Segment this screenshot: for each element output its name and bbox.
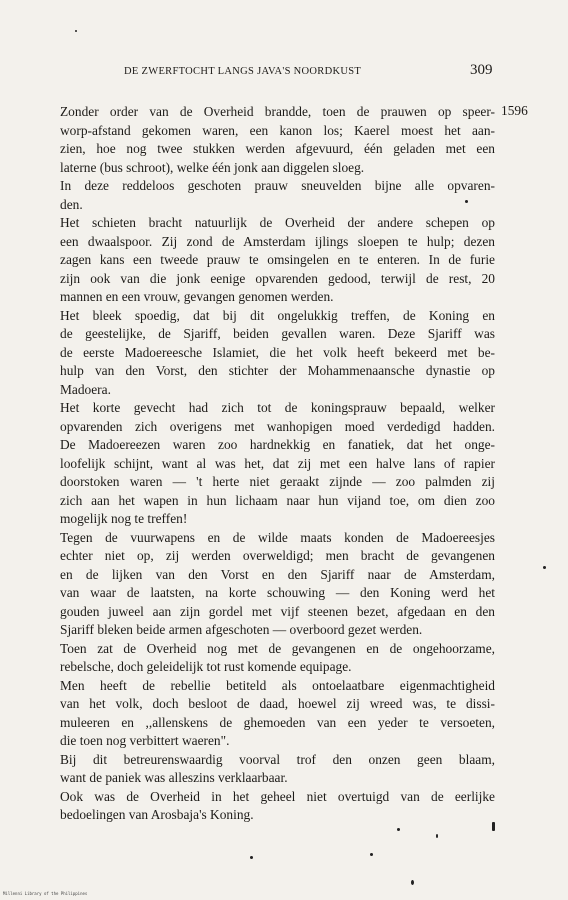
text-line: Men heeft de rebellie betiteld als ontoelaatbare eigenmachtigheid (60, 677, 495, 693)
body-text (60, 103, 495, 825)
text-line: de geestelijke, de Sjariff, beiden gevallen waren. Deze Sjariff was (60, 326, 495, 341)
text-line: echter niet op, zij werden overweldigd; men bracht de gevangenen (60, 548, 495, 563)
scan-speck (75, 30, 77, 32)
text-line: want de paniek was alleszins verklaarbaar. (60, 770, 288, 785)
running-title: DE ZWERFTOCHT LANGS JAVA'S NOORDKUST (124, 66, 362, 77)
text-line: Madoera. (60, 381, 111, 397)
text-line: Sjariff bleken beide armen afgeschoten — overboord gezet werden. (60, 622, 423, 637)
text-line: In deze reddeloos geschoten prauw sneuvelden bijne alle opvaren- (60, 178, 495, 193)
text-line: Zonder order van de Overheid brandde, toen de prauwen op speer- (60, 104, 495, 119)
paragraph (60, 214, 495, 307)
text-line: Bij dit betreurenswaardig voorval trof den onzen geen blaam, (60, 751, 495, 767)
text-line: mannen en een vrouw, gevangen genomen werden. (60, 289, 334, 304)
scan-speck (250, 856, 253, 859)
text-line: Toen zat de Overheid nog met de gevangenen en de ongehoorzame, (60, 640, 495, 656)
text-line: zien, hoe nog twee stukken werden afgevuurd, één geladen met een (60, 141, 495, 156)
paragraph (60, 529, 495, 640)
scan-speck (436, 834, 438, 838)
scan-speck (370, 853, 373, 856)
text-line: laterne (bus schroot), welke één jonk aan diggelen sloeg. (60, 159, 365, 175)
text-line: van het volk, doch besloot de daad, hoewel zij wreed was, te dissi- (60, 696, 495, 711)
scan-speck (543, 566, 546, 569)
text-line: van waar de laatsten, na korte schouwing — den Koning werd het (60, 585, 495, 600)
scan-speck (411, 880, 414, 885)
text-line: zagen kans een tweede prauw te omsingelen en te enteren. In de furie (60, 252, 495, 267)
paragraph (60, 307, 495, 400)
margin-year-note: 1596 (501, 103, 528, 118)
paragraph (60, 399, 495, 529)
text-line: een dwaalspoor. Zij zond de Amsterdam ijlings sloepen te hulp; dezen (60, 233, 495, 249)
text-line: De Madoereezen waren zoo hardnekkig en fanatiek, dat het onge- (60, 437, 495, 452)
text-line: zich aan het wapen in hun lichaam naar hun vijand toe, om dien zoo (60, 492, 495, 508)
scan-speck (492, 822, 495, 831)
scan-speck (465, 200, 468, 203)
text-line: de eerste Madoereesche Islamiet, die het volk heeft bekeerd met be- (60, 344, 495, 360)
text-line: worp-afstand gekomen waren, een kanon los; Kaerel moest het aan- (60, 122, 495, 138)
paragraph (60, 677, 495, 751)
paragraph (60, 177, 495, 214)
text-line: loofelijk schijnt, want al was het, dat zij met een halve lans of rapier (60, 455, 495, 471)
paragraph (60, 103, 495, 177)
text-line: den. (60, 196, 83, 212)
text-line: Tegen de vuurwapens en de wilde maats konden de Madoereesjes (60, 529, 495, 545)
text-line: en de lijken van den Vorst en den Sjariff naar de Amsterdam, (60, 566, 495, 582)
text-line: mogelijk nog te treffen! (60, 511, 188, 526)
text-line: muleeren en ,,allenskens de ghemoeden van een yeder te versoeten, (60, 714, 495, 730)
page-number: 309 (470, 62, 493, 78)
text-line: gouden juweel aan zijn gordel met vijf steenen bezet, afgedaan en den (60, 603, 495, 619)
text-line: rebelsche, doch geleidelijk tot rust komende equipage. (60, 659, 352, 674)
text-line: doorstoken waren — 't herte niet geraakt zijnde — zoo palmden zij (60, 474, 495, 489)
scan-footer: Millenni Library of the Philippines (3, 891, 88, 896)
text-line: Het schieten bracht natuurlijk de Overheid der andere schepen op (60, 215, 495, 230)
paragraph (60, 751, 495, 788)
text-line: die toen nog verbittert waeren". (60, 733, 230, 748)
text-line: Het bleek spoedig, dat bij dit ongelukkig treffen, de Koning en (60, 307, 495, 323)
paragraph (60, 788, 495, 825)
paragraph (60, 640, 495, 677)
scan-speck (397, 828, 400, 831)
text-line: hulp van den Vorst, den stichter der Mohammenaansche dynastie op (60, 363, 495, 378)
text-line: opvarenden zich overigens met wanhopigen moed verdedigd hadden. (60, 418, 495, 434)
text-line: Het korte gevecht had zich tot de koningsprauw bepaald, welker (60, 400, 495, 415)
text-line: Ook was de Overheid in het geheel niet overtuigd van de eerlijke (60, 788, 495, 804)
text-line: bedoelingen van Arosbaja's Koning. (60, 807, 254, 822)
text-line: zijn ook van die jonk eenige opvarenden gedood, terwijl de rest, 20 (60, 270, 495, 286)
